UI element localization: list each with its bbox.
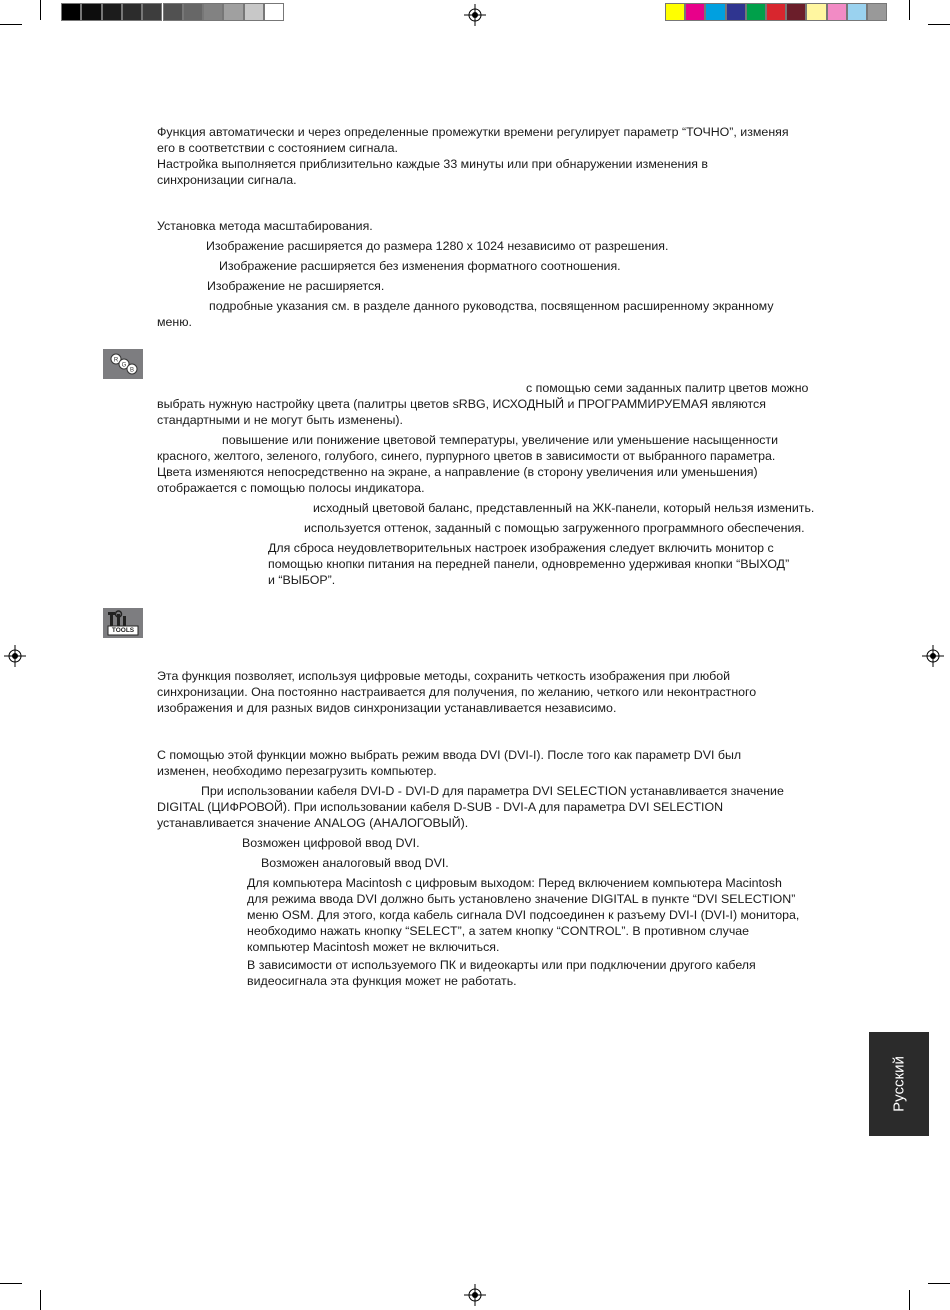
text-line: повышение или понижение цветовой температуры, увеличение или уменьшение насыщенности <box>222 433 778 447</box>
text-line: Эта функция позволяет, используя цифровые методы, сохранить четкость изображения при любой <box>157 669 731 683</box>
text-line: меню OSM. Для этого, когда кабель сигнала DVI подсоединен к разъему DVI-I (DVI-I) монитора, <box>247 908 800 922</box>
text-line: изображения и для разных видов синхронизации устанавливается независимо. <box>157 701 617 715</box>
color-swatch <box>786 3 806 21</box>
text-line: красного, желтого, зеленого, голубого, синего, пурпурного цветов в зависимости от выбранного параметра. <box>157 449 776 463</box>
gray-swatch <box>102 3 122 21</box>
text-line: Изображение расширяется без изменения форматного соотношения. <box>219 259 621 273</box>
gray-swatch <box>81 3 101 21</box>
text-line: Функция автоматически и через определенные промежутки времени регулирует параметр “ТОЧНО”, изменяя <box>157 125 789 139</box>
text-line: для режима ввода DVI должно быть установлено значение DIGITAL в пункте “DVI SELECTION” <box>247 892 796 906</box>
gray-swatch <box>122 3 142 21</box>
text-line: При использовании кабеля DVI-D - DVI-D для параметра DVI SELECTION устанавливается значение <box>201 784 784 798</box>
text-line: меню. <box>157 315 192 329</box>
text-line: подробные указания см. в разделе данного руководства, посвященном расширенному экранному <box>209 299 774 313</box>
color-swatch <box>726 3 746 21</box>
svg-text:B: B <box>129 367 135 374</box>
gray-swatch <box>183 3 203 21</box>
color-palette-icon <box>103 349 143 379</box>
text-line: его в соответствии с состоянием сигнала. <box>157 141 398 155</box>
text-line: используется оттенок, заданный с помощью загруженного программного обеспечения. <box>304 521 805 535</box>
language-tab <box>869 1032 929 1136</box>
text-line: Настройка выполняется приблизительно каждые 33 минуты или при обнаружении изменения в <box>157 157 709 171</box>
language-tab-label: Русский <box>890 1056 908 1112</box>
text-line: изменен, необходимо перезагрузить компьютер. <box>157 764 437 778</box>
registration-mark-bottom <box>464 1284 486 1306</box>
text-line: Установка метода масштабирования. <box>157 219 373 233</box>
text-line: отображается с помощью полосы индикатора. <box>157 481 425 495</box>
color-swatch <box>665 3 685 21</box>
gray-swatch <box>264 3 284 21</box>
text-line: Цвета изменяются непосредственно на экране, а направление (в сторону увеличения или уменьшения) <box>157 465 758 479</box>
gray-swatch <box>244 3 264 21</box>
text-line: с помощью семи заданных палитр цветов можно <box>526 381 809 395</box>
color-swatch <box>867 3 887 21</box>
gray-swatch <box>61 3 81 21</box>
text-line: DIGITAL (ЦИФРОВОЙ). При использовании кабеля D-SUB - DVI-A для параметра DVI SELECTION <box>157 800 724 814</box>
text-line: синхронизации сигнала. <box>157 173 297 187</box>
tools-icon <box>103 608 143 638</box>
text-line: необходимо нажать кнопку “SELECT”, а затем кнопку “CONTROL”. В противном случае <box>247 924 750 938</box>
gray-swatch <box>163 3 183 21</box>
registration-mark-left <box>4 645 26 667</box>
color-swatch <box>806 3 826 21</box>
registration-mark-top <box>464 4 486 26</box>
gray-swatch <box>203 3 223 21</box>
svg-text:R: R <box>113 357 119 364</box>
text-line: В зависимости от используемого ПК и видеокарты или при подключении другого кабеля <box>247 958 756 972</box>
tools-icon-label: TOOLS <box>111 627 135 634</box>
text-line: С помощью этой функции можно выбрать режим ввода DVI (DVI-I). После того как параметр DVI был <box>157 748 742 762</box>
text-line: Возможен аналоговый ввод DVI. <box>261 856 449 870</box>
text-line: выбрать нужную настройку цвета (палитры цветов sRBG, ИСХОДНЫЙ и ПРОГРАММИРУЕМАЯ являются <box>157 397 766 411</box>
text-line: стандартными и не могут быть изменены). <box>157 413 403 427</box>
color-swatch <box>766 3 786 21</box>
color-swatch <box>827 3 847 21</box>
color-swatch <box>746 3 766 21</box>
text-line: устанавливается значение ANALOG (АНАЛОГОВЫЙ). <box>157 816 469 830</box>
registration-mark-right <box>922 645 944 667</box>
text-line: видеосигнала эта функция может не работать. <box>247 974 517 988</box>
text-line: исходный цветовой баланс, представленный на ЖК-панели, который нельзя изменить. <box>313 501 815 515</box>
gray-swatch <box>142 3 162 21</box>
text-line: Изображение расширяется до размера 1280 x 1024 независимо от разрешения. <box>206 239 669 253</box>
text-line: Для сброса неудовлетворительных настроек изображения следует включить монитор с <box>268 541 774 555</box>
color-swatch <box>847 3 867 21</box>
svg-text:G: G <box>121 362 127 369</box>
text-line: Для компьютера Macintosh с цифровым выходом: Перед включением компьютера Macintosh <box>247 876 782 890</box>
gray-swatch <box>223 3 243 21</box>
color-swatch <box>685 3 705 21</box>
text-line: синхронизации. Она постоянно настраивается для получения, по желанию, четкого или неконтрастного <box>157 685 757 699</box>
text-line: Возможен цифровой ввод DVI. <box>242 836 420 850</box>
text-line: помощью кнопки питания на передней панели, одновременно удерживая кнопки “ВЫХОД” <box>268 557 790 571</box>
text-line: компьютер Macintosh может не включиться. <box>247 940 500 954</box>
text-line: и “ВЫБОР”. <box>268 573 336 587</box>
color-swatch <box>705 3 725 21</box>
text-line: Изображение не расширяется. <box>207 279 385 293</box>
